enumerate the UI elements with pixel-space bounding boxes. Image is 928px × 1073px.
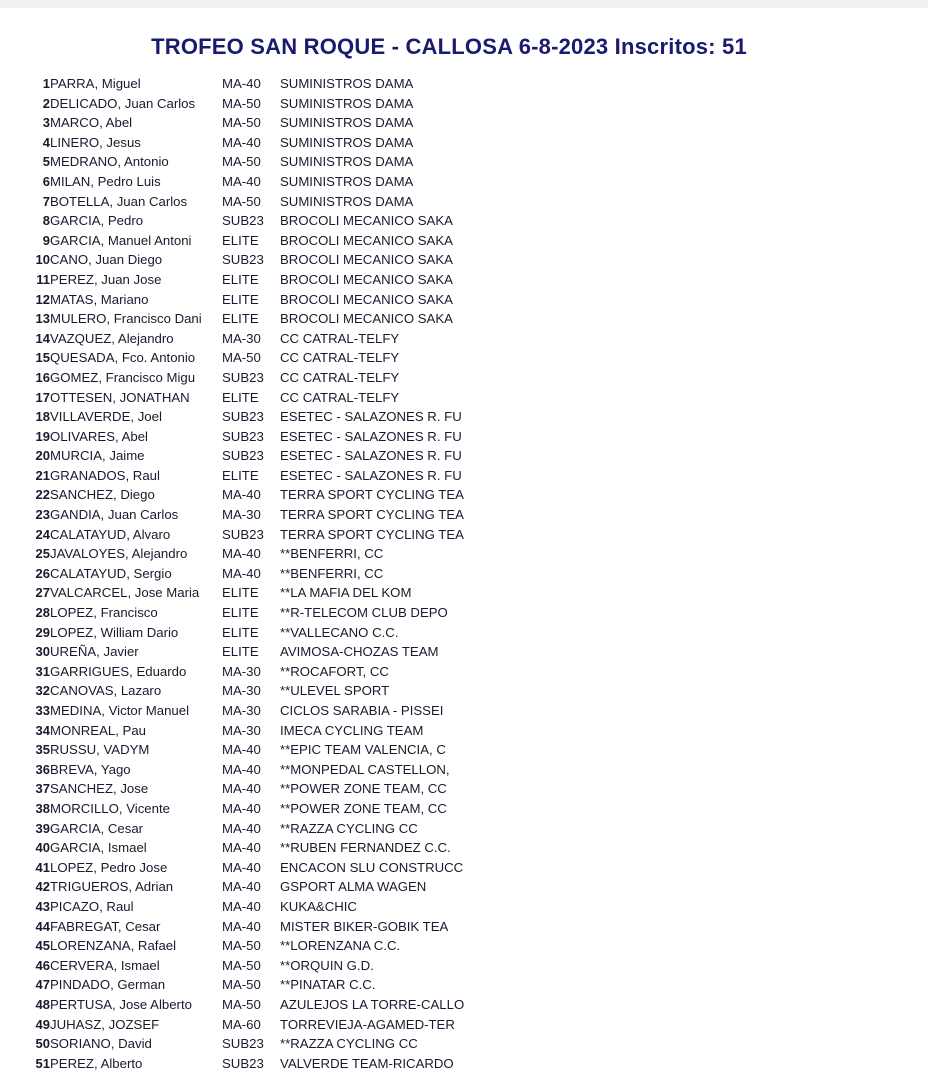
rider-team: **EPIC TEAM VALENCIA, C [280, 742, 446, 758]
table-row [22, 1015, 520, 1035]
rider-team: **VALLECANO C.C. [280, 624, 399, 640]
rider-name: JUHASZ, JOZSEF [50, 1016, 160, 1032]
rider-team: BROCOLI MECANICO SAKA [280, 271, 453, 287]
rider-name: MILAN, Pedro Luis [50, 173, 161, 189]
rider-number: 8 [42, 213, 50, 229]
rider-team: SUMINISTROS DAMA [280, 154, 414, 170]
rider-name: PARRA, Miguel [50, 76, 141, 91]
rider-category: ELITE [222, 624, 259, 640]
rider-number: 6 [42, 173, 50, 189]
rider-team: **PINATAR C.C. [280, 977, 376, 993]
rider-category: SUB23 [222, 526, 264, 542]
rider-number: 11 [36, 271, 50, 287]
rider-category: SUB23 [222, 409, 264, 425]
rider-number: 9 [42, 232, 50, 248]
rider-team: **BENFERRI, CC [280, 565, 384, 581]
table-row [22, 192, 520, 212]
rider-number: 3 [42, 115, 50, 131]
rider-team: ESETEC - SALAZONES R. FU [280, 428, 462, 444]
rider-team: CC CATRAL-TELFY [280, 330, 400, 346]
rider-category: ELITE [222, 605, 259, 621]
rider-team: SUMINISTROS DAMA [280, 173, 414, 189]
rider-number: 16 [35, 369, 50, 385]
table-row [22, 603, 520, 623]
table-row [22, 329, 520, 349]
rider-number: 29 [35, 624, 50, 640]
rider-category: SUB23 [222, 252, 264, 268]
rider-name: PEREZ, Juan Jose [50, 271, 162, 287]
rider-category: MA-50 [222, 193, 261, 209]
rider-name: MONREAL, Pau [50, 722, 147, 738]
rider-category: MA-40 [222, 565, 261, 581]
rider-team: **BENFERRI, CC [280, 546, 384, 562]
rider-number: 19 [35, 428, 50, 444]
rider-name: GARRIGUES, Eduardo [50, 663, 187, 679]
rider-category: MA-50 [222, 938, 261, 954]
rider-number: 31 [35, 663, 50, 679]
table-row [22, 466, 520, 486]
rider-number: 1 [42, 76, 50, 91]
rider-team: CC CATRAL-TELFY [280, 389, 400, 405]
table-row [22, 74, 520, 94]
rider-category: MA-40 [222, 546, 261, 562]
rider-number: 15 [35, 350, 50, 366]
rider-name: MEDINA, Victor Manuel [50, 703, 190, 718]
table-row [22, 858, 520, 878]
rider-category: MA-50 [222, 350, 261, 366]
rider-name: LORENZANA, Rafael [50, 938, 177, 954]
rider-name: VALCARCEL, Jose Maria [50, 585, 200, 601]
rider-category: MA-50 [222, 957, 261, 973]
rider-category: MA-50 [222, 977, 261, 993]
table-row [22, 995, 520, 1015]
rider-category: SUB23 [222, 448, 264, 464]
table-row [22, 427, 520, 447]
rider-name: PINDADO, German [50, 977, 166, 993]
rider-name: PICAZO, Raul [50, 898, 134, 914]
rider-category: SUB23 [222, 213, 264, 229]
rider-number: 49 [35, 1016, 50, 1032]
rider-name: GANDIA, Juan Carlos [50, 507, 179, 523]
rider-number: 43 [35, 898, 50, 914]
table-row [22, 819, 520, 839]
rider-number: 7 [42, 193, 50, 209]
rider-team: TERRA SPORT CYCLING TEA [280, 526, 464, 542]
rider-number: 42 [35, 879, 50, 895]
rider-category: MA-60 [222, 1016, 261, 1032]
table-row [22, 505, 520, 525]
table-row [22, 838, 520, 858]
rider-category: SUB23 [222, 1036, 264, 1052]
riders-table [22, 74, 520, 1073]
rider-name: DELICADO, Juan Carlos [50, 95, 196, 111]
rider-category: ELITE [222, 311, 259, 327]
rider-team: MISTER BIKER-GOBIK TEA [280, 918, 449, 934]
rider-name: BREVA, Yago [50, 761, 131, 777]
rider-number: 39 [35, 820, 50, 836]
table-row [22, 290, 520, 310]
table-row [22, 897, 520, 917]
rider-team: ENCACON SLU CONSTRUCC [280, 859, 464, 875]
table-row [22, 564, 520, 584]
table-row [22, 877, 520, 897]
rider-category: MA-40 [222, 879, 261, 895]
rider-name: CANOVAS, Lazaro [50, 683, 162, 699]
table-row [22, 917, 520, 937]
rider-category: ELITE [222, 467, 259, 483]
rider-name: MATAS, Mariano [50, 291, 149, 307]
rider-name: MURCIA, Jaime [50, 448, 145, 464]
rider-name: LOPEZ, Pedro Jose [50, 859, 168, 875]
rider-number: 24 [35, 526, 50, 542]
rider-name: LOPEZ, Francisco [50, 605, 158, 621]
rider-team: CC CATRAL-TELFY [280, 369, 400, 385]
rider-number: 45 [35, 938, 50, 954]
rider-number: 40 [35, 840, 50, 856]
table-row [22, 740, 520, 760]
table-row [22, 152, 520, 172]
rider-category: SUB23 [222, 1055, 264, 1071]
table-row [22, 133, 520, 153]
table-row [22, 975, 520, 995]
rider-category: MA-40 [222, 742, 261, 758]
rider-category: ELITE [222, 644, 259, 660]
table-row [22, 172, 520, 192]
rider-number: 18 [35, 409, 50, 425]
rider-name: LOPEZ, William Dario [50, 624, 179, 640]
table-row [22, 662, 520, 682]
rider-category: ELITE [222, 585, 259, 601]
table-row [22, 799, 520, 819]
rider-category: MA-40 [222, 781, 261, 797]
rider-name: QUESADA, Fco. Antonio [50, 350, 196, 366]
rider-category: ELITE [222, 389, 259, 405]
rider-team: **POWER ZONE TEAM, CC [280, 800, 447, 816]
rider-category: MA-30 [222, 663, 261, 679]
rider-category: MA-30 [222, 507, 261, 523]
rider-number: 10 [35, 252, 50, 268]
rider-number: 44 [35, 918, 50, 934]
rider-name: SANCHEZ, Jose [50, 781, 149, 797]
table-row [22, 309, 520, 329]
rider-name: GOMEZ, Francisco Migu [50, 369, 196, 385]
rider-number: 48 [35, 996, 50, 1012]
rider-name: JAVALOYES, Alejandro [50, 546, 188, 562]
rider-name: FABREGAT, Cesar [50, 918, 161, 934]
rider-category: MA-50 [222, 154, 261, 170]
rider-name: CERVERA, Ismael [50, 957, 160, 973]
top-strip [0, 0, 928, 8]
rider-number: 36 [35, 761, 50, 777]
rider-team: **RUBEN FERNANDEZ C.C. [280, 840, 451, 856]
rider-number: 46 [35, 957, 50, 973]
table-row [22, 642, 520, 662]
rider-name: LINERO, Jesus [50, 134, 141, 150]
rider-name: RUSSU, VADYM [50, 742, 150, 758]
table-row [22, 544, 520, 564]
rider-number: 20 [35, 448, 50, 464]
rider-team: **LORENZANA C.C. [280, 938, 401, 954]
rider-team: CC CATRAL-TELFY [280, 350, 400, 366]
table-row [22, 623, 520, 643]
rider-team: **ROCAFORT, CC [280, 663, 389, 679]
rider-category: MA-40 [222, 820, 261, 836]
table-row [22, 701, 520, 721]
rider-name: PERTUSA, Jose Alberto [50, 996, 192, 1012]
rider-number: 38 [35, 800, 50, 816]
rider-name: GRANADOS, Raul [50, 467, 160, 483]
rider-name: VAZQUEZ, Alejandro [50, 330, 174, 346]
table-row [22, 368, 520, 388]
rider-number: 12 [35, 291, 50, 307]
rider-category: MA-30 [222, 330, 261, 346]
rider-number: 34 [35, 722, 50, 738]
rider-category: MA-40 [222, 918, 261, 934]
rider-category: SUB23 [222, 369, 264, 385]
rider-number: 37 [35, 781, 50, 797]
rider-category: ELITE [222, 291, 259, 307]
rider-category: MA-40 [222, 800, 261, 816]
rider-number: 33 [35, 703, 50, 718]
table-row [22, 1054, 520, 1073]
rider-team: **RAZZA CYCLING CC [280, 1036, 418, 1052]
table-row [22, 721, 520, 741]
rider-category: MA-40 [222, 840, 261, 856]
rider-number: 25 [35, 546, 50, 562]
rider-number: 13 [35, 311, 50, 327]
rider-team: AVIMOSA-CHOZAS TEAM [280, 644, 439, 660]
rider-name: GARCIA, Cesar [50, 820, 144, 836]
rider-category: MA-30 [222, 703, 261, 718]
rider-team: **RAZZA CYCLING CC [280, 820, 418, 836]
rider-team: BROCOLI MECANICO SAKA [280, 252, 453, 268]
rider-number: 14 [35, 330, 50, 346]
rider-number: 47 [35, 977, 50, 993]
rider-name: PEREZ, Alberto [50, 1055, 143, 1071]
rider-number: 35 [35, 742, 50, 758]
page-title: TROFEO SAN ROQUE - CALLOSA 6-8-2023 Inscritos: 51 [151, 34, 747, 59]
rider-category: MA-40 [222, 76, 261, 91]
rider-number: 4 [42, 134, 50, 150]
rider-number: 22 [35, 487, 50, 503]
rider-number: 50 [35, 1036, 50, 1052]
rider-team: **LA MAFIA DEL KOM [280, 585, 412, 601]
rider-team: BROCOLI MECANICO SAKA [280, 291, 453, 307]
rider-name: CALATAYUD, Alvaro [50, 526, 171, 542]
rider-category: MA-50 [222, 996, 261, 1012]
rider-team: BROCOLI MECANICO SAKA [280, 213, 453, 229]
rider-category: MA-50 [222, 115, 261, 131]
rider-team: SUMINISTROS DAMA [280, 115, 414, 131]
rider-team: SUMINISTROS DAMA [280, 134, 414, 150]
rider-team: GSPORT ALMA WAGEN [280, 879, 427, 895]
rider-category: MA-40 [222, 761, 261, 777]
table-row [22, 1034, 520, 1054]
rider-team: TERRA SPORT CYCLING TEA [280, 487, 464, 503]
document-page [0, 34, 928, 1073]
rider-category: MA-40 [222, 898, 261, 914]
table-row [22, 388, 520, 408]
rider-team: CICLOS SARABIA - PISSEI [280, 703, 444, 718]
rider-number: 2 [42, 95, 50, 111]
rider-category: MA-30 [222, 722, 261, 738]
rider-category: MA-40 [222, 487, 261, 503]
rider-team: TERRA SPORT CYCLING TEA [280, 507, 464, 523]
table-row [22, 760, 520, 780]
rider-number: 26 [35, 565, 50, 581]
rider-number: 27 [35, 585, 50, 601]
table-row [22, 446, 520, 466]
table-row [22, 250, 520, 270]
rider-name: GARCIA, Pedro [50, 213, 144, 229]
rider-name: VILLAVERDE, Joel [50, 409, 162, 425]
rider-name: OLIVARES, Abel [50, 428, 148, 444]
table-row [22, 94, 520, 114]
rider-category: ELITE [222, 271, 259, 287]
table-row [22, 485, 520, 505]
rider-team: SUMINISTROS DAMA [280, 95, 414, 111]
rider-category: MA-30 [222, 683, 261, 699]
rider-team: **MONPEDAL CASTELLON, [280, 761, 450, 777]
rider-name: UREÑA, Javier [50, 644, 139, 660]
rider-team: ESETEC - SALAZONES R. FU [280, 467, 462, 483]
table-row [22, 348, 520, 368]
rider-name: MEDRANO, Antonio [50, 154, 169, 170]
table-row [22, 936, 520, 956]
table-row [22, 583, 520, 603]
rider-team: AZULEJOS LA TORRE-CALLO [280, 996, 465, 1012]
rider-team: SUMINISTROS DAMA [280, 193, 414, 209]
rider-team: **ORQUIN G.D. [280, 957, 374, 973]
rider-team: VALVERDE TEAM-RICARDO [280, 1055, 454, 1071]
rider-name: SANCHEZ, Diego [50, 487, 155, 503]
rider-category: ELITE [222, 232, 259, 248]
rider-name: BOTELLA, Juan Carlos [50, 193, 188, 209]
rider-name: TRIGUEROS, Adrian [50, 879, 174, 895]
table-row [22, 681, 520, 701]
rider-number: 30 [35, 644, 50, 660]
rider-number: 32 [35, 683, 50, 699]
rider-team: **POWER ZONE TEAM, CC [280, 781, 447, 797]
table-row [22, 525, 520, 545]
rider-number: 41 [35, 859, 50, 875]
rider-name: MARCO, Abel [50, 115, 133, 131]
table-row [22, 956, 520, 976]
rider-team: IMECA CYCLING TEAM [280, 722, 424, 738]
rider-team: SUMINISTROS DAMA [280, 76, 414, 91]
table-row [22, 407, 520, 427]
table-row [22, 270, 520, 290]
rider-team: ESETEC - SALAZONES R. FU [280, 409, 462, 425]
rider-number: 23 [35, 507, 50, 523]
rider-number: 51 [35, 1055, 50, 1071]
rider-team: BROCOLI MECANICO SAKA [280, 232, 453, 248]
rider-name: GARCIA, Ismael [50, 840, 147, 856]
rider-category: MA-40 [222, 173, 261, 189]
rider-category: MA-40 [222, 134, 261, 150]
rider-number: 21 [35, 467, 50, 483]
rider-category: SUB23 [222, 428, 264, 444]
rider-number: 5 [42, 154, 50, 170]
table-row [22, 231, 520, 251]
rider-team: BROCOLI MECANICO SAKA [280, 311, 453, 327]
table-row [22, 113, 520, 133]
table-row [22, 211, 520, 231]
rider-category: MA-50 [222, 95, 261, 111]
rider-number: 17 [35, 389, 50, 405]
rider-team: ESETEC - SALAZONES R. FU [280, 448, 462, 464]
rider-name: SORIANO, David [50, 1036, 152, 1052]
rider-team: KUKA&CHIC [280, 898, 357, 914]
rider-category: MA-40 [222, 859, 261, 875]
rider-name: CALATAYUD, Sergio [50, 565, 172, 581]
rider-team: **ULEVEL SPORT [280, 683, 390, 699]
rider-name: GARCIA, Manuel Antoni [50, 232, 192, 248]
rider-name: MULERO, Francisco Dani [50, 311, 202, 327]
rider-name: MORCILLO, Vicente [50, 800, 170, 816]
rider-name: OTTESEN, JONATHAN [50, 389, 190, 405]
rider-number: 28 [35, 605, 50, 621]
rider-team: **R-TELECOM CLUB DEPO [280, 605, 448, 621]
table-row [22, 779, 520, 799]
rider-name: CANO, Juan Diego [50, 252, 163, 268]
rider-team: TORREVIEJA-AGAMED-TER [280, 1016, 455, 1032]
